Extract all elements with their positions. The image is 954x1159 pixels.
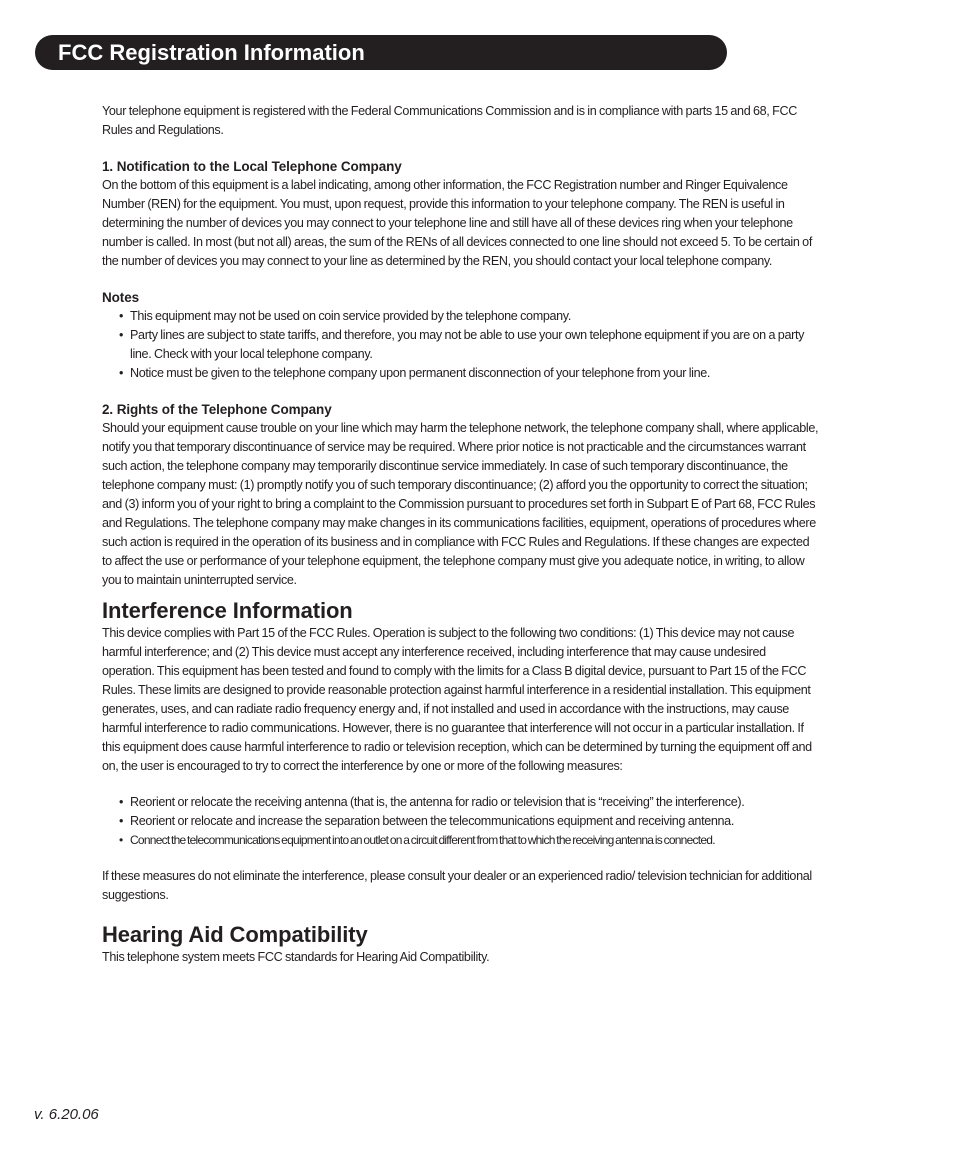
list-item	[102, 364, 820, 383]
list-item	[102, 793, 820, 812]
bullet-icon: •	[119, 833, 123, 847]
hearing-aid-paragraph: This telephone system meets FCC standards for Hearing Aid Compatibility.	[102, 950, 490, 964]
list-item	[102, 307, 820, 326]
bullet-icon: •	[119, 366, 124, 380]
interference-closing-paragraph: If these measures do not eliminate the interference, please consult your dealer or an experienced radio/ television technician for additional suggestions.	[102, 869, 812, 902]
section-header-bar	[35, 35, 727, 70]
notification-heading: 1. Notification to the Local Telephone Company	[102, 159, 402, 174]
notes-list	[102, 307, 820, 383]
rights-heading: 2. Rights of the Telephone Company	[102, 402, 332, 417]
hearing-aid-title: Hearing Aid Compatibility	[102, 922, 368, 947]
list-item-text: Reorient or relocate the receiving antenna (that is, the antenna for radio or television that is “receiving” the interference).	[130, 795, 745, 809]
list-item	[102, 326, 820, 364]
interference-title: Interference Information	[102, 598, 353, 623]
bullet-icon: •	[119, 328, 124, 342]
list-item-text: Notice must be given to the telephone company upon permanent disconnection of your telephone from your line.	[130, 366, 711, 380]
page-title: FCC Registration Information	[58, 40, 365, 65]
list-item	[102, 831, 820, 850]
rights-paragraph: Should your equipment cause trouble on your line which may harm the telephone network, the telephone company shall, where applicable, notify you that temporary discontinuance of service may be required. Where prior notice is not practicable and the circumstances warrant such action, the telephone company may temporarily discontinue service immediately. In case of such temporary discontinuance, the telephone company must: (1) promptly notify you of such temporary discontinuance; (2) afford you the opportunity to correct the situation; and (3) inform you of your right to bring a complaint to the Commission pursuant to procedures set forth in Subpart E of Part 68, FCC Rules and Regulations. The telephone company may make changes in its communications facilities, equipment, operations of procedures where such action is required in the operation of its business and in compliance with FCC Rules and Regulations. If these changes are expected to affect the use or performance of your telephone equipment, the telephone company must give you adequate notice, in writing, to allow you to maintain uninterrupted service.	[102, 421, 819, 587]
interference-paragraph: This device complies with Part 15 of the FCC Rules. Operation is subject to the following two conditions: (1) This device may not cause harmful interference; and (2) This device must accept any interference received, including interference that may cause undesired operation. This equipment has been tested and found to comply with the limits for a Class B digital device, pursuant to Part 15 of the FCC Rules. These limits are designed to provide reasonable protection against harmful interference in a residential installation. This equipment generates, uses, and can radiate radio frequency energy and, if not installed and used in accordance with the instructions, may cause harmful interference to radio communications. However, there is no guarantee that interference will not occur in a particular installation. If this equipment does cause harmful interference to radio or television reception, which can be determined by turning the equipment off and on, the user is encouraged to try to correct the interference by one or more of the following measures:	[102, 626, 812, 773]
list-item	[102, 812, 820, 831]
bullet-icon: •	[119, 795, 124, 809]
list-item-text: Party lines are subject to state tariffs, and therefore, you may not be able to use your own telephone equipment if you are on a party line. Check with your local telephone company.	[130, 328, 805, 361]
version-label: v. 6.20.06	[34, 1106, 99, 1123]
bullet-icon: •	[119, 309, 124, 323]
document-body	[102, 102, 820, 967]
list-item-text: Connect the telecommunications equipment into an outlet on a circuit different from that to which the receiving antenna is connected.	[130, 833, 715, 847]
intro-paragraph: Your telephone equipment is registered with the Federal Communications Commission and is in compliance with parts 15 and 68, FCC Rules and Regulations.	[102, 104, 797, 137]
bullet-icon: •	[119, 814, 124, 828]
list-item-text: Reorient or relocate and increase the separation between the telecommunications equipment and receiving antenna.	[130, 814, 734, 828]
notes-heading: Notes	[102, 290, 140, 305]
notification-paragraph: On the bottom of this equipment is a label indicating, among other information, the FCC Registration number and Ringer Equivalence Number (REN) for the equipment. You must, upon request, provide this information to your telephone company. The REN is useful in determining the number of devices you may connect to your telephone line and still have all of these devices ring when your telephone number is called. In most (but not all) areas, the sum of the RENs of all devices connected to one line should not exceed 5. To be certain of the number of devices you may connect to your line as determined by the REN, you should contact your local telephone company.	[102, 178, 812, 268]
list-item-text: This equipment may not be used on coin service provided by the telephone company.	[130, 309, 571, 323]
interference-measures-list	[102, 793, 820, 850]
